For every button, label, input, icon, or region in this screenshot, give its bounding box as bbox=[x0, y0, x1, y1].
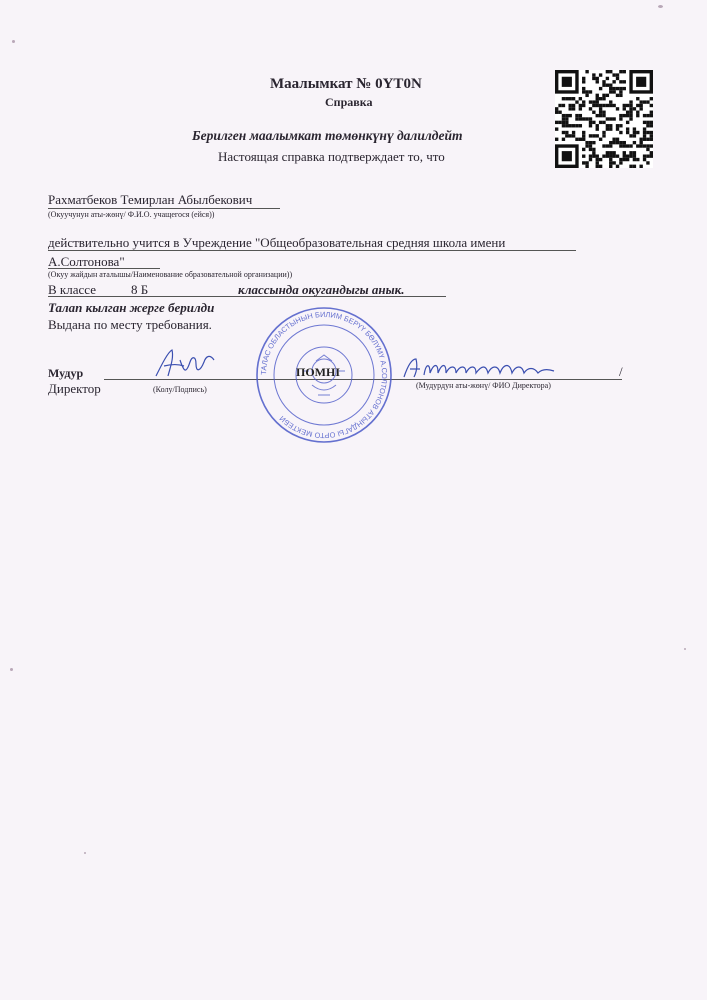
director-fio-caption: (Мудурдун аты-жөнү/ ФИО Директора) bbox=[416, 381, 551, 390]
director-signature bbox=[150, 346, 220, 382]
document-title: Маалымкат № 0YT0N bbox=[270, 76, 422, 92]
class-value: 8 Б bbox=[131, 282, 149, 297]
org-caption: (Окуу жайдын аталышы/Наименование образовательной организации)) bbox=[48, 270, 293, 279]
study-text-line1: действительно учится в Учреждение "Общеобразовательная средняя школа имени bbox=[48, 235, 506, 250]
paper-speck bbox=[658, 5, 663, 8]
class-text-ky: классында окугандыгы анык. bbox=[238, 282, 405, 297]
stamp-overlay-text: ПОМНІ bbox=[296, 365, 340, 379]
paper-speck bbox=[10, 668, 13, 671]
confirm-text-ru: Настоящая справка подтверждает то, что bbox=[218, 149, 445, 164]
student-name-caption: (Окуучунун аты-жөнү/ Ф.И.О. учащегося (ейся)) bbox=[48, 210, 215, 219]
director-name-handwritten bbox=[400, 355, 560, 381]
student-name: Рахматбеков Темирлан Абылбекович bbox=[48, 192, 253, 207]
class-label: В классе bbox=[48, 282, 96, 297]
talap-text-ky: Талап кылган жерге берилди bbox=[48, 300, 215, 315]
document-subtitle: Справка bbox=[325, 95, 373, 109]
slash-mark: / bbox=[619, 364, 623, 379]
paper-speck bbox=[84, 852, 86, 854]
study-text-line2: А.Солтонова" bbox=[48, 254, 125, 269]
qr-code bbox=[555, 70, 653, 168]
signature-caption: (Колу/Подпись) bbox=[153, 385, 207, 394]
paper-speck bbox=[12, 40, 15, 43]
stamp-ring-text: ТАЛАС ОБЛАСТЫНЫН БИЛИМ БЕРҮҮ БӨЛҮМҮ А.СОЛТОНОВ АТЫНДАГЫ ОРТО МЕКТЕБИ bbox=[258, 309, 390, 441]
vydana-text-ru: Выдана по месту требования. bbox=[48, 317, 212, 332]
study-underline bbox=[48, 250, 576, 251]
paper-speck bbox=[684, 648, 686, 650]
director-label-ky: Мудур bbox=[48, 366, 84, 380]
name-underline bbox=[48, 208, 280, 209]
study-underline-2 bbox=[48, 268, 160, 269]
confirm-text-ky: Берилген маалымкат төмөнкүнү далилдейт bbox=[192, 128, 463, 143]
director-label-ru: Директор bbox=[48, 381, 101, 396]
